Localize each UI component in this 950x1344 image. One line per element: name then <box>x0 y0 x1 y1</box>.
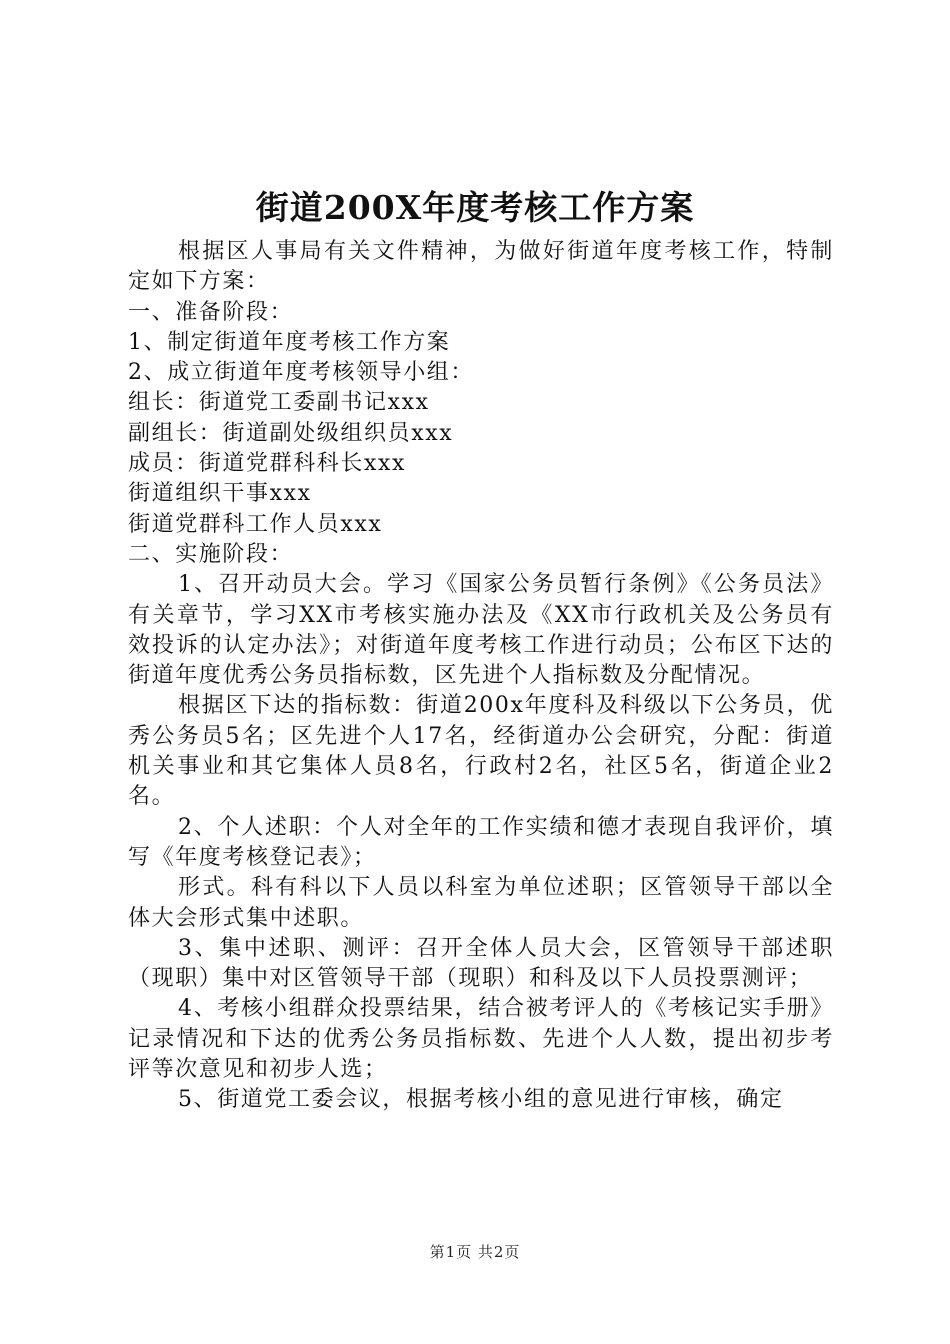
body-paragraph: 2、个人述职：个人对全年的工作实绩和德才表现自我评价，填写《年度考核登记表》； <box>128 814 834 870</box>
body-paragraph: 1、召开动员大会。学习《国家公务员暂行条例》《公务员法》有关章节，学习XX市考核实施办法及《XX市行政机关及公务员有效投诉的认定办法》；对街道年度考核工作进行动员；公布区下达的街道年度优秀公务员指标数，区先进个人指标数及分配情况。 <box>128 572 834 689</box>
member-line: 街道组织干事xxx <box>128 481 312 507</box>
body-paragraph: 5、街道党工委会议，根据考核小组的意见进行审核，确定 <box>178 1087 784 1113</box>
body-paragraph: 根据区下达的指标数：街道200x年度科及科级以下公务员，优秀公务员5名；区先进个人17名，经街道办公会研究，分配：街道机关事业和其它集体人员8名，行政村2名，社区5名，街道企业2名。 <box>128 693 834 810</box>
page-footer: 第1页 共2页 <box>429 1243 521 1261</box>
intro-paragraph: 根据区人事局有关文件精神，为做好街道年度考核工作，特制定如下方案： <box>128 239 834 295</box>
body-paragraph: 3、集中述职、测评：召开全体人员大会，区管领导干部述职（现职）集中对区管领导干部（现职）和科及以下人员投票测评； <box>128 935 834 992</box>
body-paragraph: 形式。科有科以下人员以科室为单位述职；区管领导干部以全体大会形式集中述职。 <box>128 875 834 931</box>
list-item: 1、制定街道年度考核工作方案 <box>128 329 451 355</box>
member-line: 副组长：街道副处级组织员xxx <box>128 420 454 446</box>
member-line: 组长：街道党工委副书记xxx <box>128 390 430 416</box>
list-item: 2、成立街道年度考核领导小组： <box>128 360 474 386</box>
member-line: 成员：街道党群科科长xxx <box>128 451 407 477</box>
body-paragraph: 4、考核小组群众投票结果，结合被考评人的《考核记实手册》记录情况和下达的优秀公务员指标数、先进个人人数，提出初步考评等次意见和初步人选； <box>128 996 834 1083</box>
section-heading-implementation: 二、实施阶段： <box>128 541 294 567</box>
member-line: 街道党群科工作人员xxx <box>128 511 383 537</box>
document-title: 街道200X年度考核工作方案 <box>255 188 695 227</box>
section-heading-preparation: 一、准备阶段： <box>128 299 294 325</box>
document-body <box>128 237 834 1116</box>
